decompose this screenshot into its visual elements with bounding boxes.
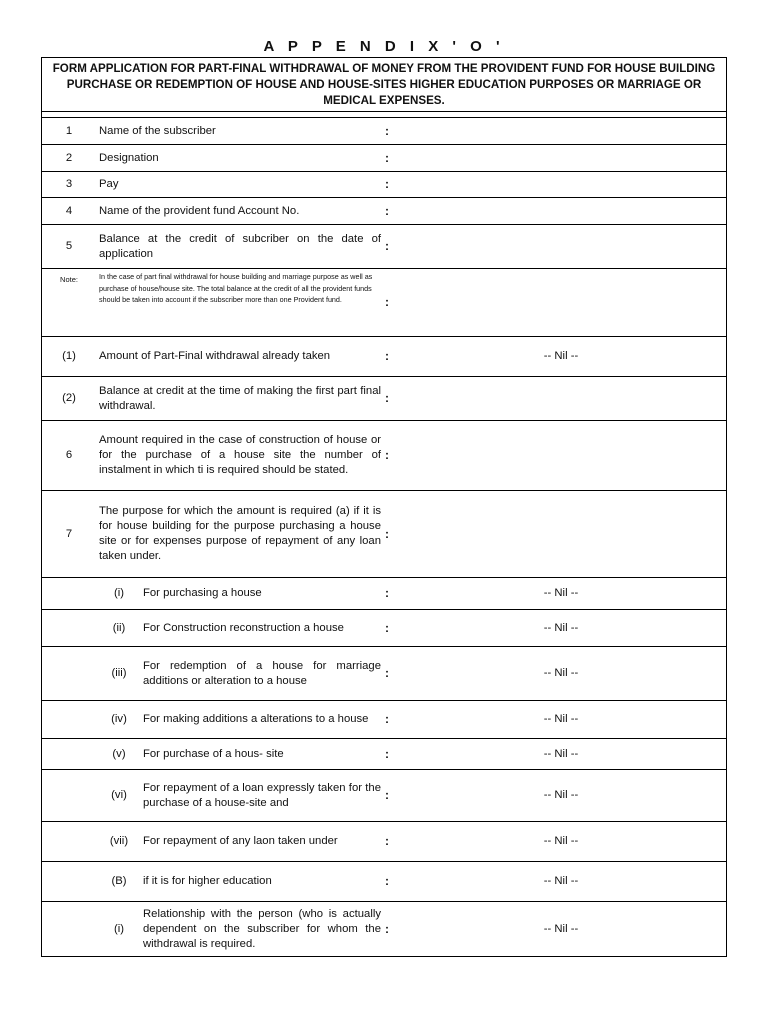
row-value[interactable]: -- Nil --: [543, 667, 579, 679]
row-number: 3: [65, 178, 73, 190]
row-number: 4: [65, 204, 73, 217]
row-label: For purchase of a hous- site: [143, 747, 284, 760]
form-row: [41, 738, 727, 769]
row-colon: :: [385, 203, 389, 218]
row-label: Designation: [99, 151, 159, 164]
row-value[interactable]: [481, 269, 641, 336]
form-row: [41, 577, 727, 609]
row-value[interactable]: [481, 225, 641, 268]
row-value[interactable]: [481, 145, 641, 171]
row-colon: :: [385, 712, 389, 726]
row-number: (v): [112, 747, 126, 760]
row-colon: :: [385, 123, 389, 138]
form-row: [41, 861, 727, 901]
form-row: [41, 609, 727, 646]
row-colon: :: [385, 150, 389, 165]
row-number: (iv): [111, 713, 127, 725]
row-value[interactable]: -- Nil --: [543, 621, 579, 634]
form-row: [41, 144, 727, 171]
row-colon: :: [385, 526, 389, 541]
row-label: Relationship with the person (who is actually dependent on the subscriber for whom the withdrawal is required.: [143, 908, 381, 950]
row-value[interactable]: -- Nil --: [543, 713, 579, 725]
row-number: 6: [65, 449, 73, 461]
row-value[interactable]: [481, 172, 641, 197]
form-row: [41, 700, 727, 738]
row-value[interactable]: [481, 118, 641, 144]
row-number: (B): [111, 875, 127, 887]
row-number: (2): [62, 392, 76, 404]
row-colon: :: [385, 391, 389, 405]
form-row: [41, 117, 727, 144]
row-value[interactable]: -- Nil --: [543, 587, 579, 599]
row-value[interactable]: -- Nil --: [543, 835, 579, 847]
row-label: For repayment of any laon taken under: [143, 835, 338, 847]
form-row: [41, 646, 727, 700]
row-label: For making additions a alterations to a house: [143, 713, 369, 725]
row-colon: :: [385, 620, 389, 635]
note-row: [41, 268, 727, 336]
row-number: (ii): [112, 621, 126, 634]
row-colon: :: [385, 874, 389, 888]
row-value[interactable]: [481, 198, 641, 224]
row-colon: :: [385, 239, 389, 253]
row-label: Amount required in the case of construction of house or for the purchase of a house site the number of instalment in which ti is required should be stated.: [99, 434, 381, 476]
row-label: The purpose for which the amount is required (a) if it is for house building for the purpose purchasing a house site or for expenses purpose of repayment of any loan taken under.: [99, 505, 381, 562]
row-colon: :: [385, 666, 389, 680]
row-number: (vi): [111, 789, 127, 801]
form-heading: FORM APPLICATION FOR PART-FINAL WITHDRAWAL OF MONEY FROM THE PROVIDENT FUND FOR HOUSE BUILDING PURCHASE OR REDEMPTION OF HOUSE AND HOUSE-SITES HIGHER EDUCATION PURPOSES OR MARRIAGE OR MEDICAL EXPENSES.: [41, 57, 727, 112]
form-row: [41, 420, 727, 490]
row-label: Balance at the credit of subcriber on the date of application: [99, 232, 381, 260]
row-number: (i): [113, 587, 125, 599]
form-row: [41, 336, 727, 376]
row-label: For repayment of a loan expressly taken for the purchase of a house-site and: [143, 781, 381, 809]
note-text: In the case of part final withdrawal for house building and marriage purpose as well as purchase of house/house site. The total balance at the credit of all the provident funds should be taken into account if the subscriber more than one Provident fund.: [99, 272, 373, 304]
row-colon: :: [385, 177, 389, 191]
row-colon: :: [385, 746, 389, 761]
row-label: Balance at credit at the time of making the first part final withdrawal.: [99, 384, 381, 412]
row-value[interactable]: -- Nil --: [543, 923, 579, 935]
row-label: For Construction reconstruction a house: [143, 621, 344, 634]
row-number: (i): [113, 923, 125, 935]
row-label: Name of the provident fund Account No.: [99, 204, 300, 217]
row-label: Amount of Part-Final withdrawal already taken: [99, 350, 331, 362]
form-row: [41, 171, 727, 197]
row-colon: :: [385, 448, 389, 462]
appendix-title: A P P E N D I X ' O ': [263, 38, 505, 55]
row-value[interactable]: -- Nil --: [543, 789, 579, 801]
row-value[interactable]: [481, 421, 641, 490]
row-number: (vii): [109, 835, 129, 847]
row-label: For redemption of a house for marriage additions or alteration to a house: [143, 659, 381, 687]
form-row: [41, 769, 727, 821]
row-value[interactable]: -- Nil --: [543, 350, 579, 362]
row-value[interactable]: [481, 377, 641, 420]
row-label: For purchasing a house: [143, 587, 262, 599]
row-colon: :: [385, 295, 389, 309]
form-row: [41, 901, 727, 957]
row-number: (1): [62, 350, 76, 362]
row-colon: :: [385, 349, 389, 363]
row-number: 2: [65, 151, 73, 164]
row-value[interactable]: [481, 491, 641, 577]
row-number: 1: [65, 124, 73, 137]
row-number: (iii): [111, 667, 127, 679]
row-number: 5: [65, 240, 73, 252]
row-colon: :: [385, 788, 389, 802]
form-row: [41, 490, 727, 577]
row-label: Pay: [99, 178, 119, 190]
row-label: if it is for higher education: [143, 875, 272, 887]
row-colon: :: [385, 834, 389, 848]
row-colon: :: [385, 922, 389, 936]
row-value[interactable]: -- Nil --: [543, 747, 579, 760]
form-row: [41, 821, 727, 861]
form-row: [41, 376, 727, 420]
form-row: [41, 197, 727, 224]
row-number: 7: [65, 527, 73, 540]
form-row: [41, 224, 727, 268]
row-value[interactable]: -- Nil --: [543, 875, 579, 887]
note-label: Note:: [60, 275, 78, 284]
row-colon: :: [385, 586, 389, 600]
row-label: Name of the subscriber: [99, 124, 216, 137]
